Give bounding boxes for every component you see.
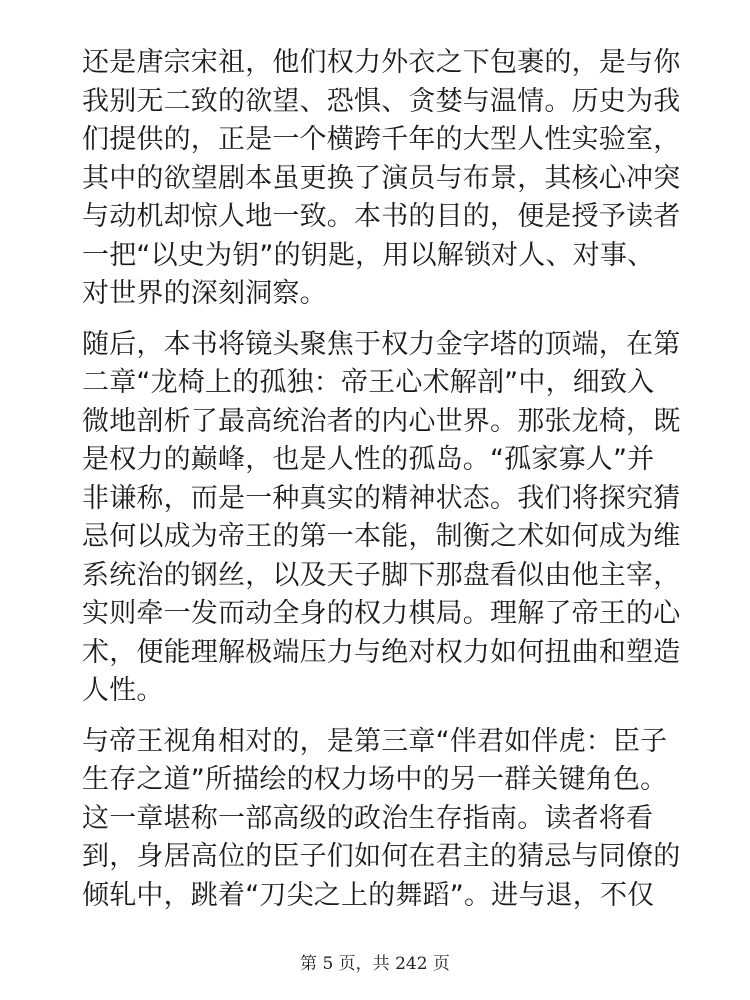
text-line: 人性。 (82, 675, 164, 706)
text-line: 系统治的钢丝，以及天子脚下那盘看似由他主宰， (82, 559, 681, 591)
text-line: 倾轧中，跳着“刀尖之上的舞蹈”。进与退，不仅 (82, 879, 655, 911)
text-line: 我别无二致的欲望、恐惧、贪婪与温情。历史为我 (82, 85, 681, 117)
text-line: 术，便能理解极端压力与绝对权力如何扭曲和塑造 (82, 636, 681, 668)
page-number-footer: 第 5 页，共 242 页 (300, 954, 450, 974)
text-line: 们提供的，正是一个横跨千年的大型人性实验室， (82, 124, 681, 155)
text-line: 非谦称，而是一种真实的精神状态。我们将探究猜 (82, 482, 681, 514)
page-body (82, 44, 682, 927)
text-line: 还是唐宗宋祖，他们权力外衣之下包裹的，是与你 (82, 47, 681, 78)
text-line: 对世界的深刻洞察。 (82, 278, 327, 309)
text-line: 一把“以史为钥”的钥匙，用以解锁对人、对事、 (82, 239, 655, 271)
text-line: 生存之道”所描绘的权力场中的另一群关键角色。 (82, 764, 668, 795)
text-line: 忌何以成为帝王的第一本能，制衡之术如何成为维 (82, 521, 681, 552)
paragraph-1 (82, 44, 682, 314)
paragraph-2 (82, 326, 682, 711)
text-line: 随后，本书将镜头聚焦于权力金字塔的顶端，在第 (82, 328, 681, 360)
text-line: 二章“龙椅上的孤独：帝王心术解剖”中，细致入 (82, 367, 655, 398)
text-line: 微地剖析了最高统治者的内心世界。那张龙椅，既 (82, 405, 681, 437)
text-line: 这一章堪称一部高级的政治生存指南。读者将看 (82, 802, 654, 834)
text-line: 实则牵一发而动全身的权力棋局。理解了帝王的心 (82, 598, 681, 629)
paragraph-3 (82, 723, 682, 916)
text-line: 与动机却惊人地一致。本书的目的，便是授予读者 (82, 201, 681, 232)
text-line: 到，身居高位的臣子们如何在君主的猜忌与同僚的 (82, 841, 681, 872)
text-line: 与帝王视角相对的，是第三章“伴君如伴虎：臣子 (82, 725, 668, 757)
text-line: 其中的欲望剧本虽更换了演员与布景，其核心冲突 (82, 162, 681, 194)
text-line: 是权力的巅峰，也是人性的孤岛。“孤家寡人”并 (82, 444, 655, 475)
